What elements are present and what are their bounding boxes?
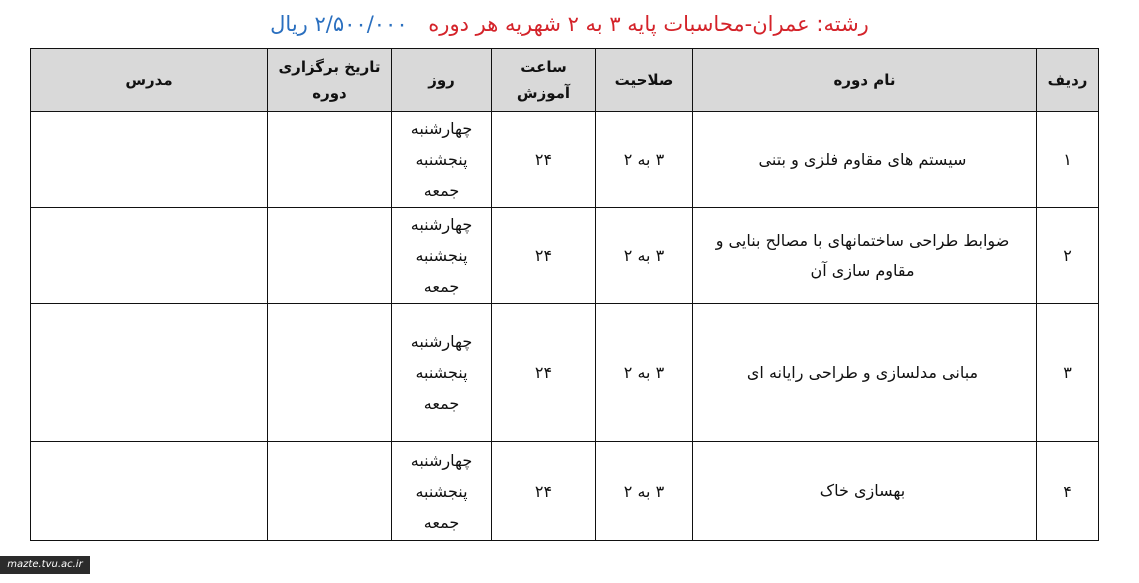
cell-row-no: ۳ (1037, 304, 1099, 442)
cell-row-no: ۴ (1037, 442, 1099, 541)
cell-course-name: ضوابط طراحی ساختمانهای با مصالح بنایی و مقاوم سازی آن (693, 208, 1037, 304)
cell-instructor (31, 442, 268, 541)
day-item: جمعه (423, 277, 460, 296)
cell-course-name: بهسازی خاک (693, 442, 1037, 541)
table-row (31, 112, 1099, 208)
table-row (31, 208, 1099, 304)
title-prefix: رشته: (816, 12, 869, 36)
cell-days (392, 442, 492, 541)
header-hours (492, 49, 596, 112)
day-item: چهارشنبه (410, 332, 473, 351)
cell-hours: ۲۴ (492, 208, 596, 304)
cell-qualification: ۳ به ۲ (596, 304, 693, 442)
cell-qualification: ۳ به ۲ (596, 208, 693, 304)
cell-instructor (31, 112, 268, 208)
cell-qualification: ۳ به ۲ (596, 442, 693, 541)
header-date-line2: دوره (312, 84, 347, 102)
header-hours-line2: آموزش (516, 84, 571, 102)
day-item: پنجشنبه (415, 246, 468, 265)
cell-days (392, 304, 492, 442)
cell-date (268, 208, 392, 304)
cell-date (268, 112, 392, 208)
title-fee: ۲/۵۰۰/۰۰۰ ریال (270, 12, 408, 36)
cell-date (268, 442, 392, 541)
day-item: چهارشنبه (410, 215, 473, 234)
cell-hours: ۲۴ (492, 112, 596, 208)
cell-course-name: سیستم های مقاوم فلزی و بتنی (693, 112, 1037, 208)
table-row (31, 442, 1099, 541)
cell-row-no: ۱ (1037, 112, 1099, 208)
cell-days (392, 208, 492, 304)
header-instructor: مدرس (31, 49, 268, 112)
day-item: چهارشنبه (410, 119, 473, 138)
header-day: روز (392, 49, 492, 112)
cell-instructor (31, 208, 268, 304)
cell-days (392, 112, 492, 208)
page-title (0, 12, 1139, 36)
day-item: پنجشنبه (415, 150, 468, 169)
header-row (31, 49, 1099, 112)
header-hours-line1: ساعت (520, 58, 567, 76)
cell-qualification: ۳ به ۲ (596, 112, 693, 208)
cell-instructor (31, 304, 268, 442)
header-course-name: نام دوره (693, 49, 1037, 112)
day-item: پنجشنبه (415, 363, 468, 382)
header-date (268, 49, 392, 112)
table-row (31, 304, 1099, 442)
header-date-line1: تاریخ برگزاری (278, 58, 381, 76)
day-item: جمعه (423, 394, 460, 413)
day-item: پنجشنبه (415, 481, 468, 501)
cell-course-name: مبانی مدلسازی و طراحی رایانه ای (693, 304, 1037, 442)
day-item: جمعه (423, 512, 460, 532)
day-item: جمعه (423, 181, 460, 200)
header-row-no: ردیف (1037, 49, 1099, 112)
cell-hours: ۲۴ (492, 442, 596, 541)
cell-date (268, 304, 392, 442)
title-main: عمران-محاسبات پایه ۳ به ۲ شهریه هر دوره (428, 12, 810, 36)
cell-row-no: ۲ (1037, 208, 1099, 304)
day-item: چهارشنبه (410, 450, 473, 470)
courses-table (30, 48, 1099, 541)
header-qualification: صلاحیت (596, 49, 693, 112)
site-url-badge[interactable]: mazte.tvu.ac.ir (0, 556, 90, 574)
cell-hours: ۲۴ (492, 304, 596, 442)
